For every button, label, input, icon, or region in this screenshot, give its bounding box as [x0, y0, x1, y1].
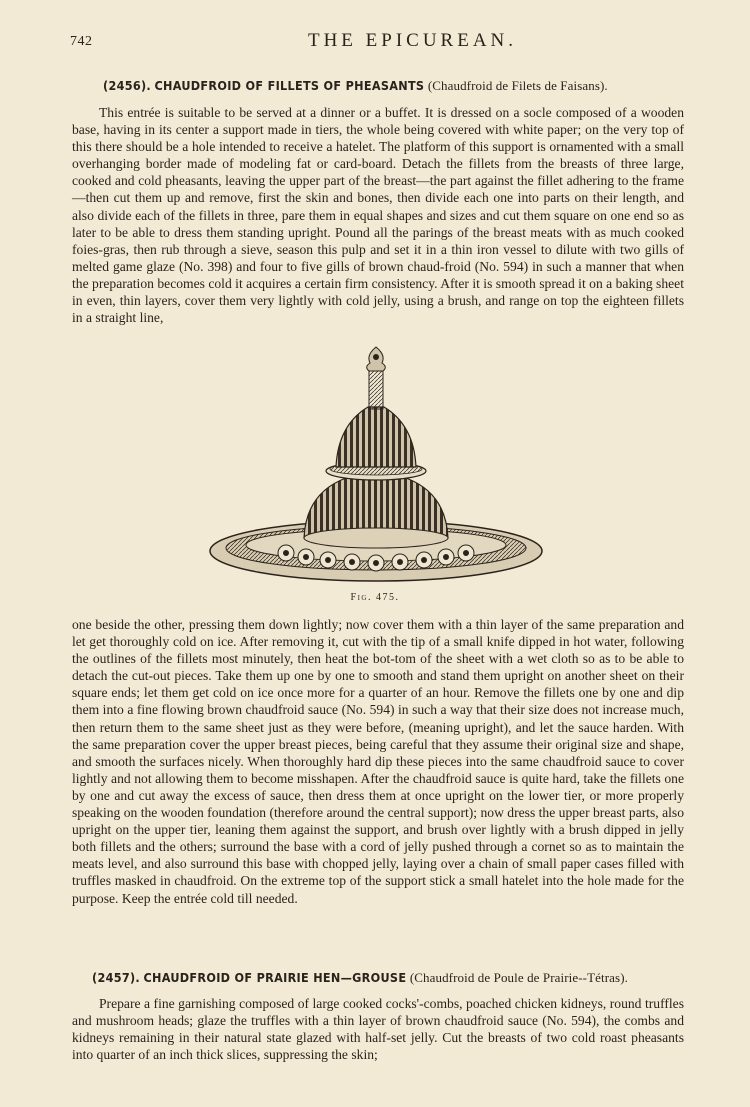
running-title-text: THE EPICUREAN.	[307, 30, 518, 51]
page-number: 742	[70, 34, 93, 49]
figure-475-illustration	[206, 343, 546, 588]
recipe-2457-paragraph-1: Prepare a fine garnishing composed of large cooked cocks'-combs, poached chicken kidneys, round truffles and mushroom heads; glaze the truffles with a thin layer of brown chaudfroid sauce (No. 594), the combs and kidneys remaining in their natural state glazed with half-set jelly. Cut the breasts of two cold roast pheasants into quarter of an inch thick slices, suppressing the skin;	[72, 996, 684, 1063]
recipe-2456-paragraph-1: This entrée is suitable to be served at a dinner or a buffet. It is dressed on a socle composed of a wooden base, having in its center a support made in tiers, the whole being covered with white paper; on the very top of this there should be a hole intended to receive a hatelet. The platform of this support is ornamented with a small overhanging border made of modeling fat or card-board. Detach the fillets from the breasts of three large, cooked and cold pheasants, leaving the upper part of the breast—the part against the fillet adhering to the frame—then cut them up and remove, first the skin and bones, then divide each one into parts on their length, and also divide each of the fillets in three, pare them in equal shapes and sizes and cut them square on one end so as later to be able to dress them standing upright. Pound all the parings of the breast meats with as much cooked foies-gras, then rub through a sieve, season this pulp and set it in a thin iron vessel to dilute with two gills of melted game glaze (No. 398) and four to five gills of brown chaud-froid (No. 594) in such a manner that when the preparation becomes cold it acquires a certain firm consistency. After it is smooth spread it on a baking sheet in even, thin layers, cover them very lightly with cold jelly, using a brush, and range on top the eighteen fillets in a straight line,	[72, 105, 684, 326]
recipe-french-title: (Chaudfroid de Poule de Prairie--Tétras).	[409, 970, 628, 985]
figure-caption: Fig. 475.	[350, 592, 400, 603]
page-header	[70, 30, 685, 56]
chaudfroid-socle-engraving	[206, 343, 546, 588]
recipe-heading-2457	[92, 970, 704, 986]
recipe-number: (2457).	[92, 970, 140, 985]
recipe-french-title: (Chaudfroid de Filets de Faisans).	[427, 78, 608, 93]
recipe-title: CHAUDFROID OF FILLETS OF PHEASANTS	[154, 78, 425, 93]
recipe-2456-paragraph-2: one beside the other, pressing them down lightly; now cover them with a thin layer of the same preparation and let get thoroughly cold on ice. After removing it, cut with the tip of a small knife dipped in hot water, following the outlines of the fillets most minutely, then heat the bot-tom of the sheet with a wet cloth so as to be able to detach the cut-out pieces. Take them up one by one to smooth and stand them upright on another sheet on their square ends; let them get cold on ice once more for a quarter of an hour. Remove the fillets one by one and dip them into a fine flowing brown chaudfroid sauce (No. 594) in such a way that their size does not increase much, then return them to the same sheet just as they were before, (meaning upright), and let the sauce harden. With the same preparation cover the upper breast pieces, being careful that they assume their original size and shape, and smooth the surfaces nicely. When thoroughly hard dip these pieces into the same chaudfroid sauce to cover lightly and not allowing them to become misshapen. After the chaudfroid sauce is quite hard, take the fillets one by one and cut away the excess of sauce, then dress them at once upright on the lower tier, or more properly speaking on the wooden foundation (therefore around the central support); now dress the upper breast parts, also upright on the upper tier, leaning them against the support, and brush over lightly with a brush dipped in jelly both fillets and the others; surround the base with a cord of jelly pushed through a cornet so as to maintain the meats level, and also surround this base with chopped jelly, laying over a chain of small paper cases filled with truffles masked in chaudfroid. On the extreme top of the support stick a small hatelet into the hole made for the purpose. Keep the entrée cold till needed.	[72, 617, 684, 906]
recipe-number: (2456).	[103, 78, 151, 93]
running-title	[70, 30, 685, 52]
recipe-title: CHAUDFROID OF PRAIRIE HEN—GROUSE	[143, 970, 407, 985]
recipe-heading-2456	[103, 78, 715, 94]
